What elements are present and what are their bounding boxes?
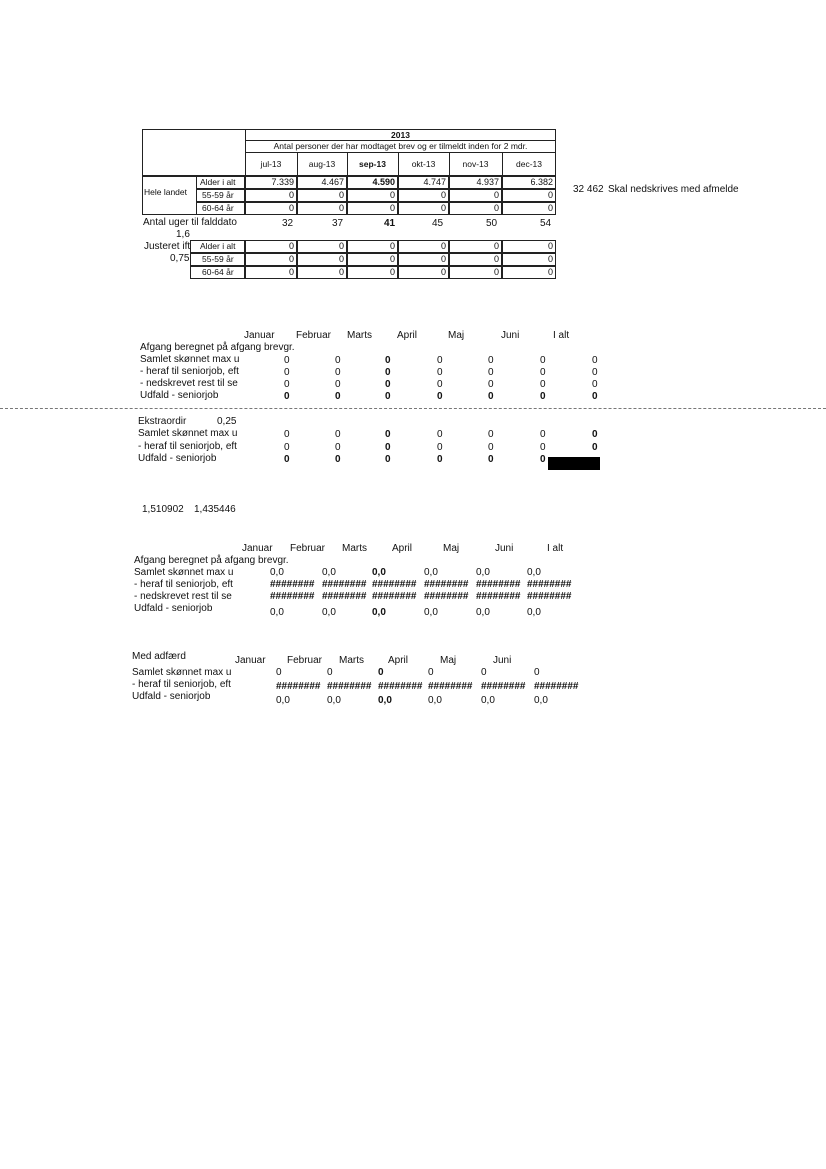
row-value: 0,0	[481, 695, 495, 706]
table-cell: 0	[398, 202, 449, 215]
week-value: 41	[384, 218, 396, 229]
week-value: 50	[486, 218, 498, 229]
adjusted-cell: 0	[297, 266, 347, 279]
row-value: 0,0	[270, 607, 284, 618]
row-value: ########	[372, 579, 417, 590]
table-cell: 0	[347, 189, 398, 202]
row-value: 0,0	[428, 695, 442, 706]
month-header: Juni	[493, 655, 512, 666]
row-label: Udfald - seniorjob	[138, 453, 217, 464]
section-title: Afgang beregnet på afgang brevgr.	[140, 342, 295, 353]
adjusted-cell: 0	[398, 266, 449, 279]
table-cell: 0	[449, 202, 502, 215]
row-value: ########	[424, 591, 469, 602]
row-value: 0,0	[476, 567, 490, 578]
row-value: 0,0	[424, 607, 438, 618]
adjusted-cell: 0	[398, 240, 449, 253]
row-value: 0,0	[276, 695, 290, 706]
row-value: 0	[592, 391, 598, 402]
row-value: 0	[540, 367, 546, 378]
row-value: 0,0	[327, 695, 341, 706]
table-subtitle: Antal personer der har modtaget brev og er tilmeldt inden for 2 mdr.	[273, 141, 528, 151]
table-cell: 0	[245, 189, 297, 202]
row-value: 0	[540, 454, 546, 465]
row-value: 0	[540, 355, 546, 366]
adjusted-cell: 0	[398, 253, 449, 266]
row-value: 0	[540, 379, 546, 390]
row-value: ########	[276, 681, 321, 692]
section-title: Afgang beregnet på afgang brevgr.	[134, 555, 289, 566]
adjusted-label: Justeret ift	[144, 241, 191, 252]
factor-1: 1,6	[176, 229, 190, 240]
side-note: Skal nedskrives med afmelde	[608, 184, 739, 195]
row-value: ########	[428, 681, 473, 692]
row-value: 0	[437, 391, 443, 402]
row-value: ########	[378, 681, 423, 692]
row-value: ########	[322, 591, 367, 602]
row-value: 0	[592, 429, 598, 440]
row-value: ########	[534, 681, 579, 692]
month-header: Maj	[443, 543, 460, 554]
row-value: 0,0	[322, 567, 336, 578]
row-value: 0,0	[527, 567, 541, 578]
adjusted-cell: 0	[449, 253, 502, 266]
age-label: 60-64 år	[202, 203, 234, 213]
row-value: 0	[592, 442, 598, 453]
row-value: 0	[385, 391, 391, 402]
row-value: 0	[284, 454, 290, 465]
row-value: 0	[385, 442, 391, 453]
ratio-2: 1,435446	[194, 504, 236, 515]
side-total: 32 462	[573, 184, 604, 195]
row-value: 0	[481, 667, 487, 678]
row-value: ########	[270, 579, 315, 590]
adjusted-cell: 0	[245, 240, 297, 253]
adjusted-cell: 0	[449, 266, 502, 279]
row-value: ########	[476, 591, 521, 602]
row-value: 0	[428, 667, 434, 678]
row-value: 0	[488, 429, 494, 440]
row-value: 0	[284, 355, 290, 366]
row-value: 0,0	[476, 607, 490, 618]
table-cell: 4.467	[297, 176, 347, 189]
adjusted-cell: 0	[449, 240, 502, 253]
month-header: Januar	[242, 543, 273, 554]
row-value: ########	[270, 591, 315, 602]
month-header: jul-13	[260, 159, 282, 169]
row-value: 0	[488, 379, 494, 390]
adjusted-cell: 0	[245, 266, 297, 279]
age-label: 60-64 år	[202, 267, 234, 277]
age-label: 55-59 år	[202, 254, 234, 264]
adjusted-cell: 0	[347, 240, 398, 253]
row-value: 0	[385, 355, 391, 366]
week-value: 32	[282, 218, 294, 229]
row-value: 0	[335, 442, 341, 453]
row-label: - nedskrevet rest til se	[134, 591, 232, 602]
row-value: 0	[284, 367, 290, 378]
row-label: - heraf til seniorjob, eft	[140, 366, 239, 377]
month-header: Maj	[440, 655, 457, 666]
fold-line	[0, 408, 826, 409]
month-header: sep-13	[359, 159, 386, 169]
row-value: 0	[378, 667, 384, 678]
month-header: April	[392, 543, 413, 554]
row-value: 0	[437, 379, 443, 390]
row-value: 0	[488, 454, 494, 465]
extra-label: Ekstraordir	[138, 416, 187, 427]
row-label: Samlet skønnet max u	[140, 354, 240, 365]
adjusted-cell: 0	[347, 266, 398, 279]
row-value: 0	[437, 442, 443, 453]
adjusted-cell: 0	[502, 266, 556, 279]
month-header: I alt	[547, 543, 564, 554]
row-value: 0	[276, 667, 282, 678]
row-value: 0,0	[372, 607, 386, 618]
row-value: ########	[527, 591, 572, 602]
row-value: ########	[327, 681, 372, 692]
row-value: ########	[424, 579, 469, 590]
row-value: ########	[481, 681, 526, 692]
row-value: 0	[327, 667, 333, 678]
table-cell: 4.747	[398, 176, 449, 189]
row-label: - heraf til seniorjob, eft	[138, 441, 237, 452]
year-header: 2013	[391, 130, 410, 140]
month-header: April	[397, 330, 418, 341]
row-value: 0,0	[424, 567, 438, 578]
adjusted-cell: 0	[347, 253, 398, 266]
month-header: aug-13	[308, 159, 336, 169]
week-value: 37	[332, 218, 344, 229]
month-header: Februar	[296, 330, 332, 341]
table-cell: 4.937	[449, 176, 502, 189]
row-label: Samlet skønnet max u	[138, 428, 238, 439]
month-header: Marts	[342, 543, 367, 554]
table-cell: 0	[502, 189, 556, 202]
row-value: ########	[372, 591, 417, 602]
row-value: 0,0	[378, 695, 392, 706]
factor-2: 0,75	[170, 253, 190, 264]
row-value: 0	[488, 442, 494, 453]
row-value: 0,0	[270, 567, 284, 578]
table-cell: 7.339	[245, 176, 297, 189]
row-value: 0	[335, 429, 341, 440]
month-header: dec-13	[516, 159, 542, 169]
month-header: Januar	[235, 655, 266, 666]
row-label: Samlet skønnet max u	[134, 567, 234, 578]
month-header: Maj	[448, 330, 465, 341]
table-cell: 0	[398, 189, 449, 202]
table-cell: 0	[297, 189, 347, 202]
week-value: 54	[540, 218, 552, 229]
row-value: 0,0	[322, 607, 336, 618]
row-value: 0	[385, 379, 391, 390]
adjusted-cell: 0	[502, 253, 556, 266]
row-value: 0	[488, 367, 494, 378]
row-value: 0	[284, 391, 290, 402]
row-value: 0	[335, 355, 341, 366]
month-header: April	[388, 655, 409, 666]
adjusted-cell: 0	[297, 253, 347, 266]
table-cell: 0	[245, 202, 297, 215]
row-label: - heraf til seniorjob, eft	[134, 579, 233, 590]
month-header: I alt	[553, 330, 570, 341]
month-header: Marts	[339, 655, 364, 666]
row-label: Udfald - seniorjob	[140, 390, 219, 401]
row-value: 0	[540, 429, 546, 440]
row-label: Udfald - seniorjob	[134, 603, 213, 614]
table-cell: 0	[502, 202, 556, 215]
row-label: - heraf til seniorjob, eft	[132, 679, 231, 690]
row-value: 0	[284, 442, 290, 453]
row-value: 0	[335, 379, 341, 390]
row-label: - nedskrevet rest til se	[140, 378, 238, 389]
adjusted-cell: 0	[245, 253, 297, 266]
row-value: 0	[335, 391, 341, 402]
row-label: Samlet skønnet max u	[132, 667, 232, 678]
row-value: 0,0	[372, 567, 386, 578]
table-cell: 0	[347, 202, 398, 215]
row-value: ########	[476, 579, 521, 590]
row-value: 0	[540, 391, 546, 402]
region-label: Hele landet	[144, 187, 188, 197]
table-cell: 6.382	[502, 176, 556, 189]
row-value: 0	[335, 454, 341, 465]
row-value: 0	[437, 429, 443, 440]
row-value: 0	[534, 667, 540, 678]
month-header: nov-13	[462, 159, 489, 169]
month-header: Juni	[495, 543, 514, 554]
redaction-block	[548, 457, 600, 470]
row-value: ########	[322, 579, 367, 590]
month-header: Juni	[501, 330, 520, 341]
month-header: okt-13	[411, 159, 436, 169]
row-value: 0	[437, 454, 443, 465]
row-value: 0	[385, 367, 391, 378]
month-header: Marts	[347, 330, 372, 341]
row-value: 0,0	[527, 607, 541, 618]
row-value: 0	[385, 454, 391, 465]
month-header: Januar	[244, 330, 275, 341]
row-value: 0	[385, 429, 391, 440]
table-cell: 4.590	[347, 176, 398, 189]
age-label: 55-59 år	[202, 190, 234, 200]
row-value: 0	[540, 442, 546, 453]
row-value: 0	[437, 367, 443, 378]
row-value: 0	[488, 355, 494, 366]
row-value: 0	[592, 367, 598, 378]
row-value: 0	[592, 379, 598, 390]
row-value: 0,0	[534, 695, 548, 706]
row-label: Udfald - seniorjob	[132, 691, 211, 702]
table-cell: 0	[297, 202, 347, 215]
row-value: 0	[437, 355, 443, 366]
row-value: 0	[592, 355, 598, 366]
row-value: 0	[335, 367, 341, 378]
table-cell: 0	[449, 189, 502, 202]
row-value: ########	[527, 579, 572, 590]
row-value: 0	[284, 379, 290, 390]
age-label: Alder i alt	[200, 241, 236, 251]
week-value: 45	[432, 218, 444, 229]
row-value: 0	[284, 429, 290, 440]
month-header: Februar	[290, 543, 326, 554]
section-title: Med adfærd	[132, 651, 186, 662]
month-header: Februar	[287, 655, 323, 666]
adjusted-cell: 0	[297, 240, 347, 253]
adjusted-cell: 0	[502, 240, 556, 253]
age-label: Alder i alt	[200, 177, 236, 187]
ratio-1: 1,510902	[142, 504, 184, 515]
row-value: 0	[488, 391, 494, 402]
weeks-label: Antal uger til falddato	[143, 217, 237, 228]
extra-factor: 0,25	[217, 416, 237, 427]
